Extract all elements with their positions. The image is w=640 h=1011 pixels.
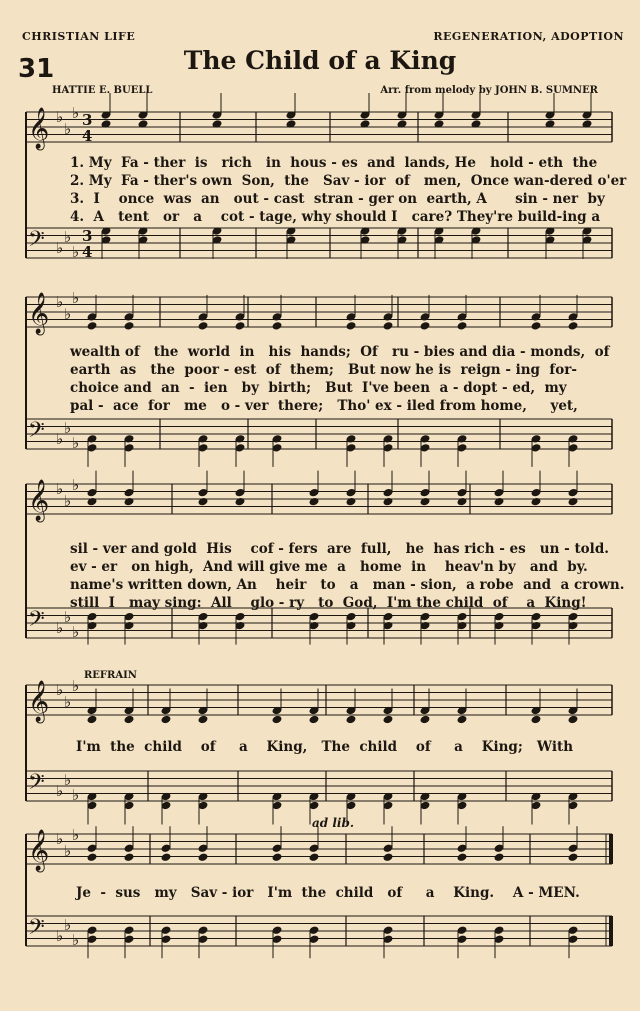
flat-sign: ♭ — [56, 830, 64, 848]
note-head — [531, 321, 542, 331]
note-head — [531, 497, 542, 507]
treble-clef: 𝄞 — [28, 681, 50, 722]
flat-sign: ♭ — [72, 289, 80, 307]
verse-4-line-2: pal - ace for me o - ver there; Tho' ex - iled from home, yet, — [70, 398, 578, 414]
verse-3-line-2: choice and an - ien by birth; But I've been a - dopt - ed, my — [70, 380, 567, 396]
running-head-topic: REGENERATION, ADOPTION — [433, 30, 624, 43]
flat-sign: ♭ — [64, 608, 72, 626]
flat-sign: ♭ — [64, 693, 72, 711]
flat-sign: ♭ — [72, 476, 80, 494]
note-head — [87, 497, 98, 507]
note-head — [124, 497, 135, 507]
note-head — [161, 715, 172, 725]
note-head — [494, 852, 505, 862]
note-head — [309, 497, 320, 507]
bass-clef: 𝄢 — [28, 915, 45, 945]
hymn-title: The Child of a King — [183, 46, 457, 75]
verse-1-line-3: sil - ver and gold His cof - fers are full, he has rich - es un - told. — [70, 541, 609, 557]
verse-2-line-1: 2. My Fa - ther's own Son, the Sav - ior of men, Once wan-dered o'er — [70, 173, 627, 189]
note-head — [124, 321, 135, 331]
time-signature-top: 3 — [82, 111, 93, 129]
note-head — [235, 321, 246, 331]
note-head — [346, 715, 357, 725]
note-head — [420, 321, 431, 331]
note-head — [309, 852, 320, 862]
note-head — [272, 321, 283, 331]
verse-2-line-2: earth as the poor - est of them; But now he is reign - ing for- — [70, 362, 577, 378]
note-head — [124, 852, 135, 862]
flat-sign: ♭ — [72, 623, 80, 641]
flat-sign: ♭ — [64, 842, 72, 860]
flat-sign: ♭ — [56, 619, 64, 637]
note-head — [272, 715, 283, 725]
flat-sign: ♭ — [56, 293, 64, 311]
flat-sign: ♭ — [72, 826, 80, 844]
flat-sign: ♭ — [64, 120, 72, 138]
note-head — [531, 715, 542, 725]
time-signature-top: 3 — [82, 227, 93, 245]
flat-sign: ♭ — [64, 228, 72, 246]
flat-sign: ♭ — [64, 305, 72, 323]
note-head — [87, 321, 98, 331]
ad-lib-marking: ad lib. — [312, 816, 355, 830]
arranger-credit: Arr. from melody by JOHN B. SUMNER — [380, 85, 598, 96]
note-head — [420, 497, 431, 507]
flat-sign: ♭ — [72, 104, 80, 122]
verse-3-line-3: name's written down, An heir to a man - sion, a robe and a crown. — [70, 577, 625, 593]
note-head — [198, 852, 209, 862]
note-head — [457, 497, 468, 507]
note-head — [87, 715, 98, 725]
flat-sign: ♭ — [56, 480, 64, 498]
verse-1-line-1: 1. My Fa - ther is rich in hous - es and lands, He hold - eth the — [70, 155, 598, 171]
note-head — [383, 497, 394, 507]
note-head — [420, 715, 431, 725]
flat-sign: ♭ — [72, 677, 80, 695]
note-head — [457, 715, 468, 725]
note-head — [198, 715, 209, 725]
note-head — [568, 321, 579, 331]
note-head — [161, 852, 172, 862]
flat-sign: ♭ — [56, 430, 64, 448]
treble-clef: 𝄞 — [28, 480, 50, 521]
flat-sign: ♭ — [56, 108, 64, 126]
note-head — [235, 497, 246, 507]
verse-4-line-3: still I may sing: All glo - ry to God, I'm the child of a King! — [70, 595, 587, 611]
note-head — [198, 497, 209, 507]
refrain-line: I'm the child of a King, The child of a King; With — [76, 739, 574, 755]
verse-4-line-1: 4. A tent or a cot - tage, why should I care? They're build-ing a — [70, 209, 601, 225]
note-head — [383, 715, 394, 725]
flat-sign: ♭ — [72, 931, 80, 949]
refrain-label: REFRAIN — [84, 670, 137, 681]
flat-sign: ♭ — [56, 782, 64, 800]
running-head-section: CHRISTIAN LIFE — [22, 30, 136, 43]
note-head — [494, 497, 505, 507]
flat-sign: ♭ — [56, 927, 64, 945]
treble-clef: 𝄞 — [28, 830, 50, 871]
treble-clef: 𝄞 — [28, 293, 50, 334]
bass-clef: 𝄢 — [28, 770, 45, 800]
flat-sign: ♭ — [64, 771, 72, 789]
treble-clef: 𝄞 — [28, 108, 50, 149]
note-head — [568, 852, 579, 862]
flat-sign: ♭ — [72, 243, 80, 261]
flat-sign: ♭ — [64, 419, 72, 437]
note-head — [87, 852, 98, 862]
flat-sign: ♭ — [72, 434, 80, 452]
bass-clef: 𝄢 — [28, 607, 45, 637]
note-head — [346, 497, 357, 507]
note-head — [309, 715, 320, 725]
hymn-number: 31 — [18, 54, 55, 84]
flat-sign: ♭ — [56, 239, 64, 257]
bass-clef: 𝄢 — [28, 418, 45, 448]
note-head — [346, 321, 357, 331]
note-head — [457, 321, 468, 331]
bass-clef: 𝄢 — [28, 227, 45, 257]
flat-sign: ♭ — [72, 786, 80, 804]
note-head — [272, 852, 283, 862]
verse-1-line-2: wealth of the world in his hands; Of ru - bies and dia - monds, of — [70, 344, 610, 360]
flat-sign: ♭ — [64, 916, 72, 934]
note-head — [383, 852, 394, 862]
final-line: Je - sus my Sav - ior I'm the child of a King. A - MEN. — [76, 885, 580, 901]
verse-2-line-3: ev - er on high, And will give me a home in heav'n by and by. — [70, 559, 588, 575]
note-head — [568, 715, 579, 725]
note-head — [198, 321, 209, 331]
verse-3-line-1: 3. I once was an out - cast stran - ger on earth, A sin - ner by — [70, 191, 605, 207]
note-head — [124, 715, 135, 725]
note-head — [568, 497, 579, 507]
time-signature-bottom: 4 — [82, 243, 93, 261]
note-head — [383, 321, 394, 331]
flat-sign: ♭ — [56, 681, 64, 699]
note-head — [457, 852, 468, 862]
lyricist-credit: HATTIE E. BUELL — [52, 85, 153, 96]
flat-sign: ♭ — [64, 492, 72, 510]
time-signature-bottom: 4 — [82, 127, 93, 145]
